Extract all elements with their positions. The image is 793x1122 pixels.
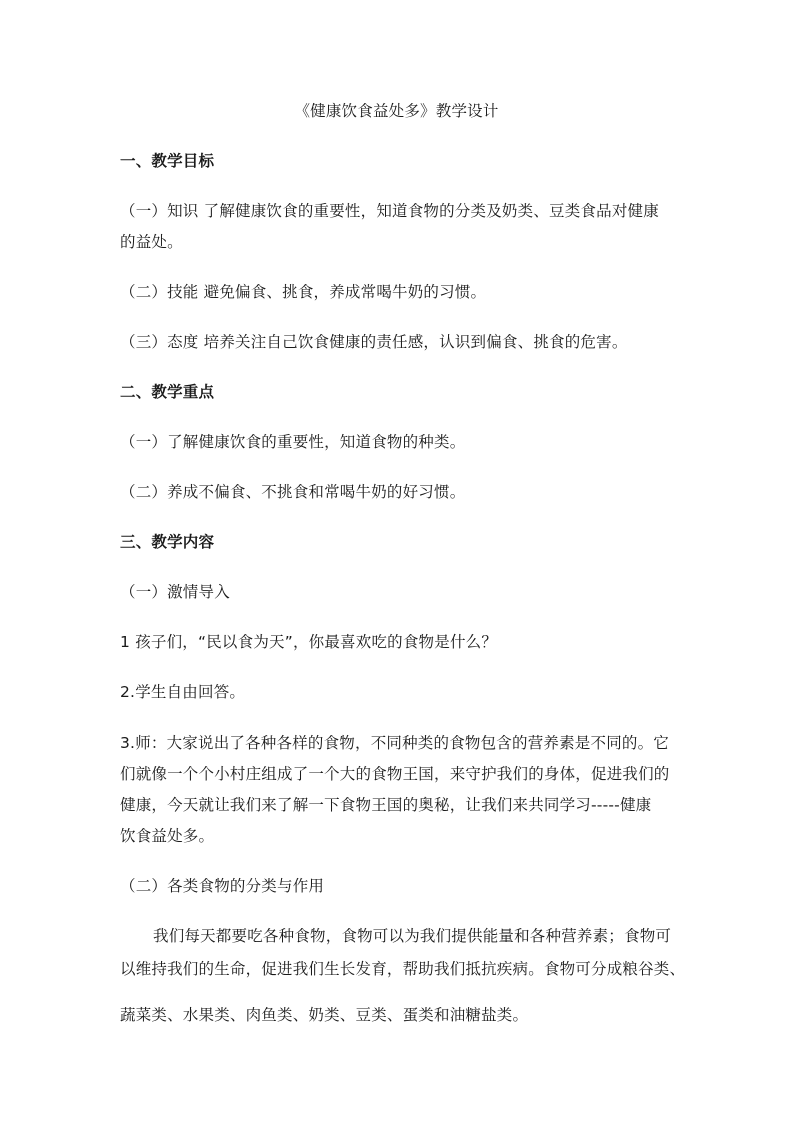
- subheading-introduction: （一）激情导入: [120, 583, 230, 601]
- intro-item-3-line4: 饮食益处多。: [120, 827, 215, 845]
- intro-item-2: 2.学生自由回答。: [120, 683, 246, 701]
- food-paragraph-line3: 蔬菜类、水果类、肉鱼类、奶类、豆类、蛋类和油糖盐类。: [120, 1006, 529, 1024]
- section-heading-content: 三、教学内容: [120, 533, 215, 551]
- key-point-2: （二）养成不偏食、不挑食和常喝牛奶的好习惯。: [120, 483, 466, 501]
- intro-item-1: 1 孩子们，“民以食为天”，你最喜欢吃的食物是什么？: [120, 633, 498, 651]
- document-title: 《健康饮食益处多》教学设计: [294, 102, 499, 120]
- key-point-1: （一）了解健康饮食的重要性，知道食物的种类。: [120, 433, 466, 451]
- objective-knowledge-line2: 的益处。: [120, 233, 183, 251]
- intro-item-3-line1: 3.师：大家说出了各种各样的食物，不同种类的食物包含的营养素是不同的。它: [120, 734, 669, 752]
- section-heading-objectives: 一、教学目标: [120, 152, 215, 170]
- intro-item-3-line3: 健康，今天就让我们来了解一下食物王国的奥秘，让我们来共同学习-----健康: [120, 796, 652, 814]
- objective-skill: （二）技能 避免偏食、挑食，养成常喝牛奶的习惯。: [120, 283, 487, 301]
- food-paragraph-line2: 以维持我们的生命，促进我们生长发育，帮助我们抵抗疾病。食物可分成粮谷类、: [120, 960, 686, 978]
- objective-attitude: （三）态度 培养关注自己饮食健康的责任感，认识到偏食、挑食的危害。: [120, 333, 628, 351]
- food-paragraph-line1: 我们每天都要吃各种食物，食物可以为我们提供能量和各种营养素；食物可: [153, 927, 672, 945]
- objective-knowledge-line1: （一）知识 了解健康饮食的重要性，知道食物的分类及奶类、豆类食品对健康: [120, 202, 659, 220]
- subheading-food-categories: （二）各类食物的分类与作用: [120, 877, 325, 895]
- section-heading-key-points: 二、教学重点: [120, 383, 215, 401]
- intro-item-3-line2: 们就像一个个小村庄组成了一个大的食物王国，来守护我们的身体，促进我们的: [120, 765, 670, 783]
